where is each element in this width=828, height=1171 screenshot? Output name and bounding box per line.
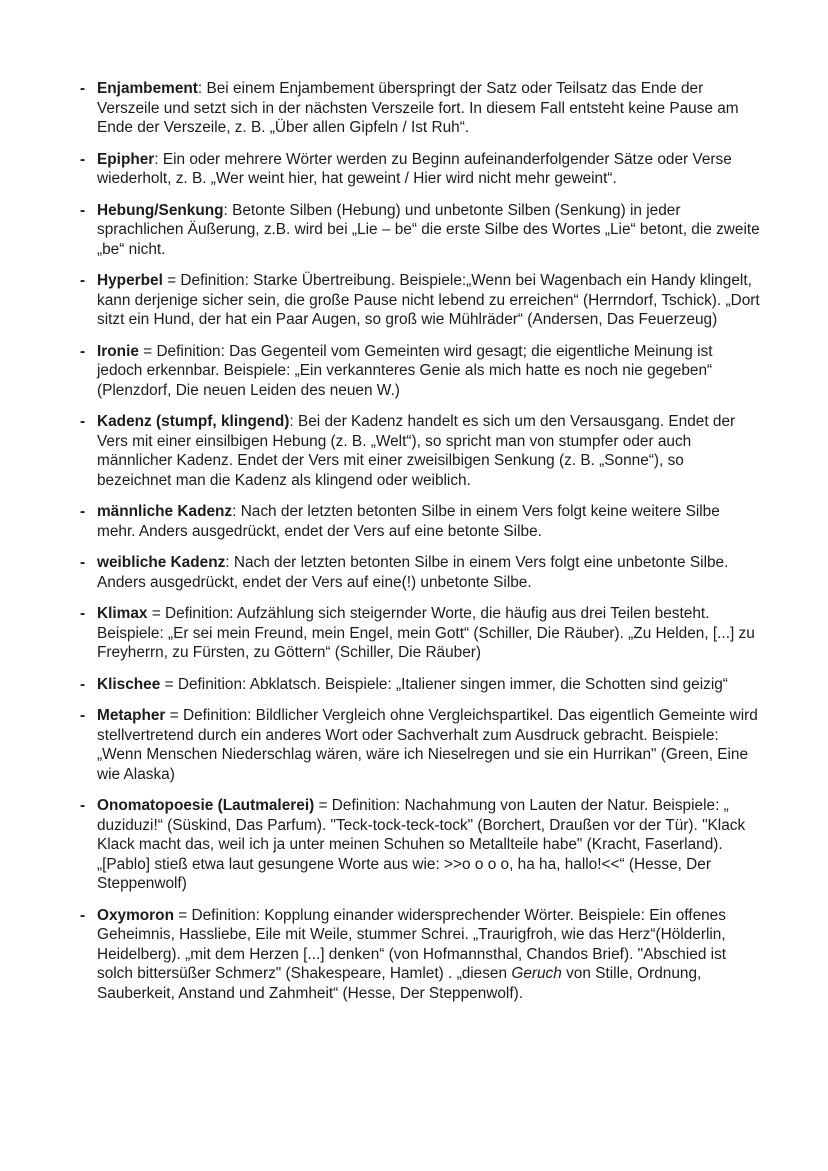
- entry-text: = Definition: Abklatsch. Beispiele: „Italiener singen immer, die Schotten sind geizig“: [160, 675, 728, 693]
- entry-text: : Bei der Kadenz handelt es sich um den Versausgang. Endet der Vers mit einer einsilbigen Hebung (z. B. „Welt“), so spricht man von stumpfer oder auch männlicher Kadenz. Endet der Vers mit einer zweisilbigen Senkung (z. B. „Sonne“), so bezeichnet man die Kadenz als klingend oder weiblich.: [97, 413, 736, 489]
- entry-text: = Definition: Das Gegenteil vom Gemeinten wird gesagt; die eigentliche Meinung ist jedoch erkennbar. Beispiele: „Ein verkannteres Genie als mich hatte es noch nie gegeben“ (Plenzdorf, Die neuen Leiden des neuen W.): [97, 342, 713, 399]
- entry-term: Epipher: [97, 150, 155, 168]
- entry-text: = Definition: Starke Übertreibung. Beispiele:„Wenn bei Wagenbach ein Handy klingelt, kann derjenige sicher sein, die große Pause nicht lebend zu erreichen“ (Herrndorf, Tschick). „Dort sitzt ein Hund, der hat ein Paar Augen, so groß wie Mühlräder“ (Andersen, Das Feuerzeug): [97, 272, 760, 328]
- entry-term: weibliche Kadenz: [97, 554, 226, 571]
- entry-text-italic: Geruch: [511, 965, 562, 982]
- entry-text: : Betonte Silben (Hebung) und unbetonte Silben (Senkung) in jeder sprachlichen Äußerung, z.B. wird bei „Lie – be“ die erste Silbe des Wortes „Lie“ betont, die zweite „be“ nicht.: [97, 201, 760, 258]
- entry-term: Hyperbel: [97, 272, 163, 289]
- entry-term: Klischee: [97, 675, 161, 693]
- glossary-page: [80, 79, 760, 1015]
- list-dash: -: [80, 342, 86, 360]
- entry-text: : Bei einem Enjambement überspringt der Satz oder Teilsatz das Ende der Verszeile und setzt sich in der nächsten Verszeile fort. In diesem Fall entsteht keine Pause am Ende der Verszeile, z. B. „Über allen Gipfeln / Ist Ruh“.: [97, 80, 739, 136]
- glossary-entry-epipher: [80, 150, 760, 189]
- glossary-entry-onomatopoesie: [80, 796, 760, 894]
- entry-text: : Nach der letzten betonten Silbe in einem Vers folgt eine unbetonte Silbe. Anders ausgedrückt, endet der Vers auf eine(!) unbetonte Silbe.: [97, 554, 729, 591]
- entry-term: Enjambement: [97, 80, 198, 97]
- list-dash: -: [80, 605, 86, 622]
- entry-term: männliche Kadenz: [97, 503, 233, 520]
- list-dash: -: [80, 554, 86, 571]
- glossary-entry-klischee: [80, 675, 760, 695]
- entry-term: Kadenz (stumpf, klingend): [97, 413, 290, 430]
- list-dash: -: [80, 675, 86, 693]
- entry-text: : Nach der letzten betonten Silbe in einem Vers folgt keine weitere Silbe mehr. Anders ausgedrückt, endet der Vers auf eine betonte Silbe.: [97, 503, 720, 540]
- entry-term: Klimax: [97, 605, 148, 622]
- glossary-entry-klimax: [80, 604, 760, 663]
- list-dash: -: [80, 797, 86, 814]
- entry-term: Onomatopoesie (Lautmalerei): [97, 797, 315, 814]
- glossary-entry-oxymoron: [80, 906, 760, 1004]
- list-dash: -: [80, 80, 86, 97]
- glossary-entry-hebung-senkung: [80, 201, 760, 260]
- entry-text: : Ein oder mehrere Wörter werden zu Beginn aufeinanderfolgender Sätze oder Verse wiederholt, z. B. „Wer weint hier, hat geweint / Hier wird nicht mehr geweint“.: [97, 150, 732, 187]
- entry-term: Oxymoron: [97, 906, 174, 924]
- glossary-entry-hyperbel: [80, 271, 760, 330]
- list-dash: -: [80, 413, 86, 430]
- glossary-entry-weibliche-kadenz: [80, 553, 760, 592]
- entry-text-part: von Stille, Ordnung, Sauberkeit, Anstand und Zahmheit“ (Hesse, Der Steppenwolf).: [97, 965, 702, 1002]
- glossary-entry-ironie: [80, 342, 760, 401]
- glossary-entry-enjambement: [80, 79, 760, 138]
- entry-text: = Definition: Aufzählung sich steigernder Worte, die häufig aus drei Teilen besteht. Beispiele: „Er sei mein Freund, mein Engel, mein Gott“ (Schiller, Die Räuber). „Zu Helden, [...] zu Freyherrn, zu Fürsten, zu Göttern“ (Schiller, Die Räuber): [97, 605, 755, 661]
- entry-term: Ironie: [97, 342, 139, 360]
- entry-text-part: = Definition: Kopplung einander widersprechender Wörter. Beispiele: Ein offenes Geheimnis, Hassliebe, Eile mit Weile, stummer Schrei. „Traurigfroh, wie das Herz“(Hölderlin, Heidelberg). „mit dem Herzen [...] denken“ (von Hofmannsthal, Chandos Brief). "Abschied ist solch bittersüßer Schmerz" (Shakespeare, Hamlet) . „diesen: [97, 906, 727, 982]
- list-dash: -: [80, 272, 86, 289]
- entry-text: [97, 907, 726, 1002]
- list-dash: -: [80, 503, 86, 520]
- glossary-entry-maennliche-kadenz: [80, 502, 760, 541]
- entry-text: = Definition: Nachahmung von Lauten der Natur. Beispiele: „ duziduzi!“ (Süskind, Das Parfum). "Teck-tock-teck-tock" (Borchert, Draußen vor der Tür). "Klack Klack macht das, weil ich ja unter meinen Schuhen so Metallteile habe" (Kracht, Faserland). „[Pablo] stieß etwa laut gesungene Worte aus wie: >>o o o o, ha ha, hallo!<<“ (Hesse, Der Steppenwolf): [97, 797, 746, 892]
- entry-term: Metapher: [97, 707, 166, 724]
- list-dash: -: [80, 150, 86, 168]
- entry-term: Hebung/Senkung: [97, 201, 224, 219]
- glossary-entry-kadenz: [80, 412, 760, 490]
- list-dash: -: [80, 906, 86, 924]
- glossary-entry-metapher: [80, 706, 760, 784]
- list-dash: -: [80, 201, 86, 219]
- list-dash: -: [80, 707, 86, 724]
- entry-text: = Definition: Bildlicher Vergleich ohne Vergleichspartikel. Das eigentlich Gemeinte wird stellvertretend durch ein anderes Wort oder Sachverhalt zum Ausdruck gebracht. Beispiele: „Wenn Menschen Niederschlag wären, wäre ich Nieselregen und sie ein Hurrikan" (Green, Eine wie Alaska): [97, 707, 758, 783]
